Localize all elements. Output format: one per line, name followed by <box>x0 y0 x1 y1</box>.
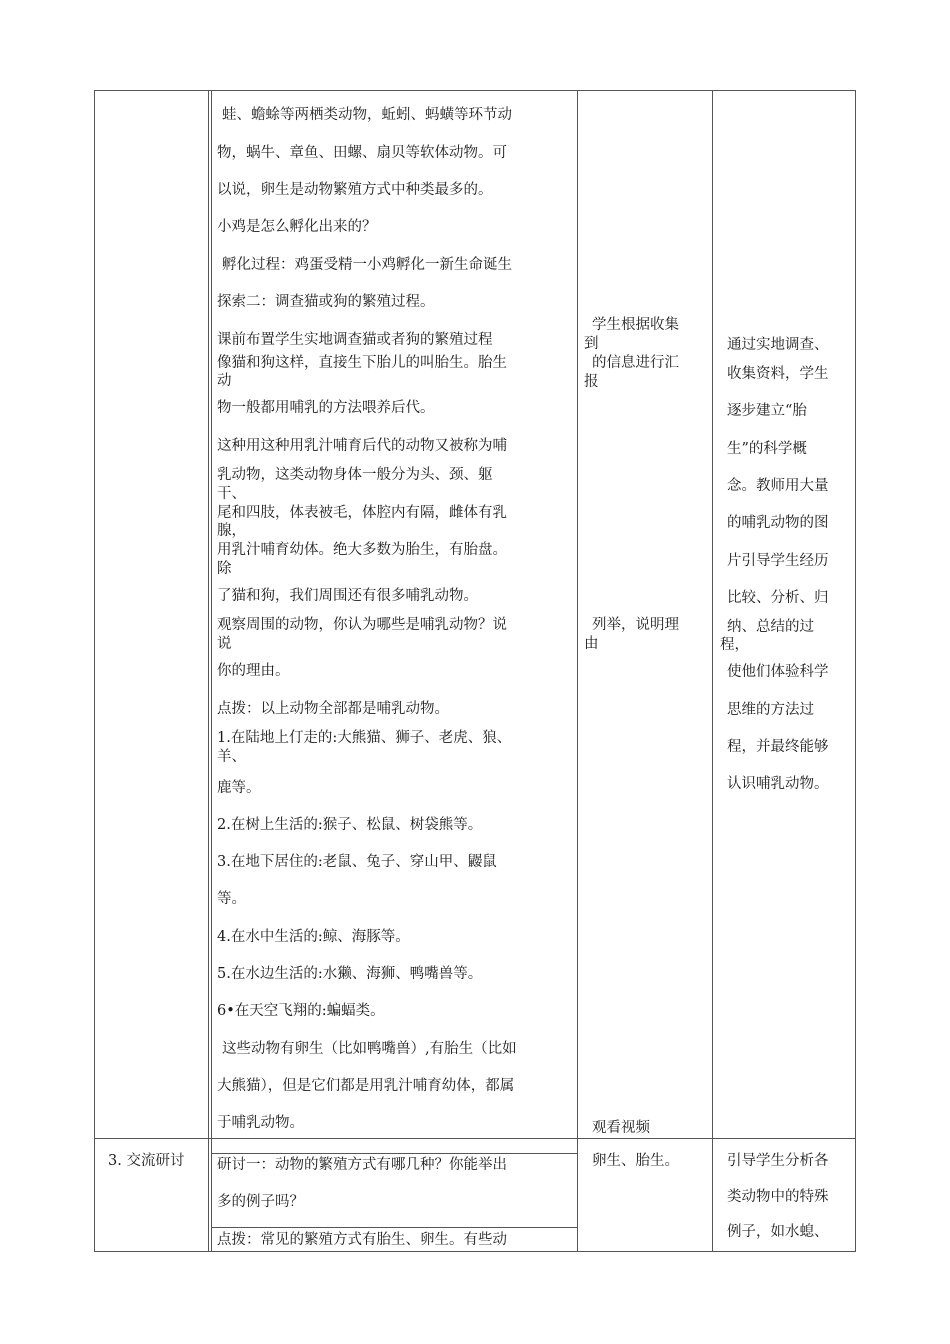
text-line: 除 <box>217 561 232 577</box>
text-line: 说 <box>217 636 232 652</box>
text-line: 蛙、蟾蜍等两栖类动物，蚯蚓、蚂蟥等环节动 <box>222 107 512 123</box>
text-line: 程，并最终能够 <box>727 739 829 755</box>
text-line: 2.在树上生活的:猴子、松鼠、树袋熊等。 <box>217 817 483 833</box>
text-line: 用乳汁哺育幼体。绝大多数为胎生，有胎盘。 <box>217 542 507 558</box>
text-line: 以说，卵生是动物繁殖方式中种类最多的。 <box>217 182 493 198</box>
text-line: 5.在水边生活的:水獭、海狮、鸭嘴兽等。 <box>217 966 483 982</box>
text-line: 逐步建立“胎 <box>727 403 807 419</box>
text-line: 念。教师用大量 <box>727 478 829 494</box>
text-line: 的哺乳动物的图 <box>727 515 829 531</box>
text-line: 了猫和狗，我们周围还有很多哺乳动物。 <box>217 588 478 604</box>
text-line: 乳动物，这类动物身体一般分为头、颈、躯 <box>217 467 493 483</box>
text-line: 观看视频 <box>592 1120 650 1136</box>
text-line: 1.在陆地上仃走的:大熊猫、狮子、老虎、狼、 <box>217 730 512 746</box>
text-line: 4.在水中生活的:鲸、海豚等。 <box>217 929 410 945</box>
text-line: 点拨：以上动物全部都是哺乳动物。 <box>217 701 449 717</box>
text-line: 引导学生分析各 <box>727 1153 829 1169</box>
text-line: 小鸡是怎么孵化出来的？ <box>217 219 377 235</box>
text-line: 报 <box>584 374 599 390</box>
text-line: 学生根据收集 <box>592 317 679 333</box>
text-line: 羊、 <box>217 749 246 765</box>
text-line: 的信息进行汇 <box>592 355 679 371</box>
text-line: 纳、总结的过 <box>727 619 814 635</box>
text-line: 收集资料，学生 <box>727 366 829 382</box>
text-line: 列举，说明理 <box>592 617 679 633</box>
text-line: 像猫和狗这样，直接生下胎儿的叫胎生。胎生 <box>217 355 507 371</box>
text-line: 课前布置学生实地调查猫或者狗的繁殖过程 <box>217 332 493 348</box>
text-line: 这些动物有卵生（比如鸭嘴兽）,有胎生（比如 <box>222 1041 517 1057</box>
text-line: 生”的科学概 <box>727 441 807 457</box>
text-line: 探索二：调查猫或狗的繁殖过程。 <box>217 294 435 310</box>
text-line: 比较、分析、归 <box>727 590 829 606</box>
text-line: 鹿等。 <box>217 780 261 796</box>
text-line: 思维的方法过 <box>727 702 814 718</box>
text-line: 你的理由。 <box>217 663 290 679</box>
text-line: 干、 <box>217 486 246 502</box>
text-line: 由 <box>584 636 599 652</box>
text-line: 例子，如水螅、 <box>727 1224 829 1240</box>
text-line: 等。 <box>217 891 246 907</box>
text-line: 这种用这种用乳汁哺育后代的动物又被称为哺 <box>217 438 507 454</box>
stage-label: 3. 交流研讨 <box>108 1153 185 1169</box>
text-line: 认识哺乳动物。 <box>727 776 829 792</box>
text-line: 尾和四肢，体表被毛，体腔内有隔，雌体有乳 <box>217 505 507 521</box>
text-line: 动 <box>217 373 232 389</box>
text-line: 到 <box>584 336 599 352</box>
text-line: 点拨：常见的繁殖方式有胎生、卵生。有些动 <box>217 1232 507 1248</box>
text-line: 程， <box>720 637 749 653</box>
text-line: 腺， <box>217 523 246 539</box>
text-line: 使他们体验科学 <box>727 664 829 680</box>
text-line: 孵化过程：鸡蛋受精一小鸡孵化一新生命诞生 <box>222 257 512 273</box>
text-line: 卵生、胎生。 <box>592 1153 679 1169</box>
text-line: 通过实地调查、 <box>727 337 829 353</box>
text-line: 多的例子吗？ <box>217 1194 304 1210</box>
text-line: 研讨一：动物的繁殖方式有哪几种？你能举出 <box>217 1157 507 1173</box>
text-line: 3.在地下居住的:老鼠、兔子、穿山甲、鼹鼠 <box>217 854 497 870</box>
text-line: 物一般都用哺乳的方法喂养后代。 <box>217 400 435 416</box>
text-line: 片引导学生经历 <box>727 553 829 569</box>
text-line: 观察周围的动物，你认为哪些是哺乳动物？说 <box>217 617 507 633</box>
text-line: 物，蜗牛、章鱼、田螺、扇贝等软体动物。可 <box>217 145 507 161</box>
text-line: 大熊猫），但是它们都是用乳汁哺育幼体，都属 <box>217 1078 515 1094</box>
text-line: 于哺乳动物。 <box>217 1115 304 1131</box>
text-line: 6•在天空飞翔的:蝙蝠类。 <box>217 1003 385 1019</box>
clipped-text-fragment <box>217 1249 222 1253</box>
text-line: 类动物中的特殊 <box>727 1189 829 1205</box>
